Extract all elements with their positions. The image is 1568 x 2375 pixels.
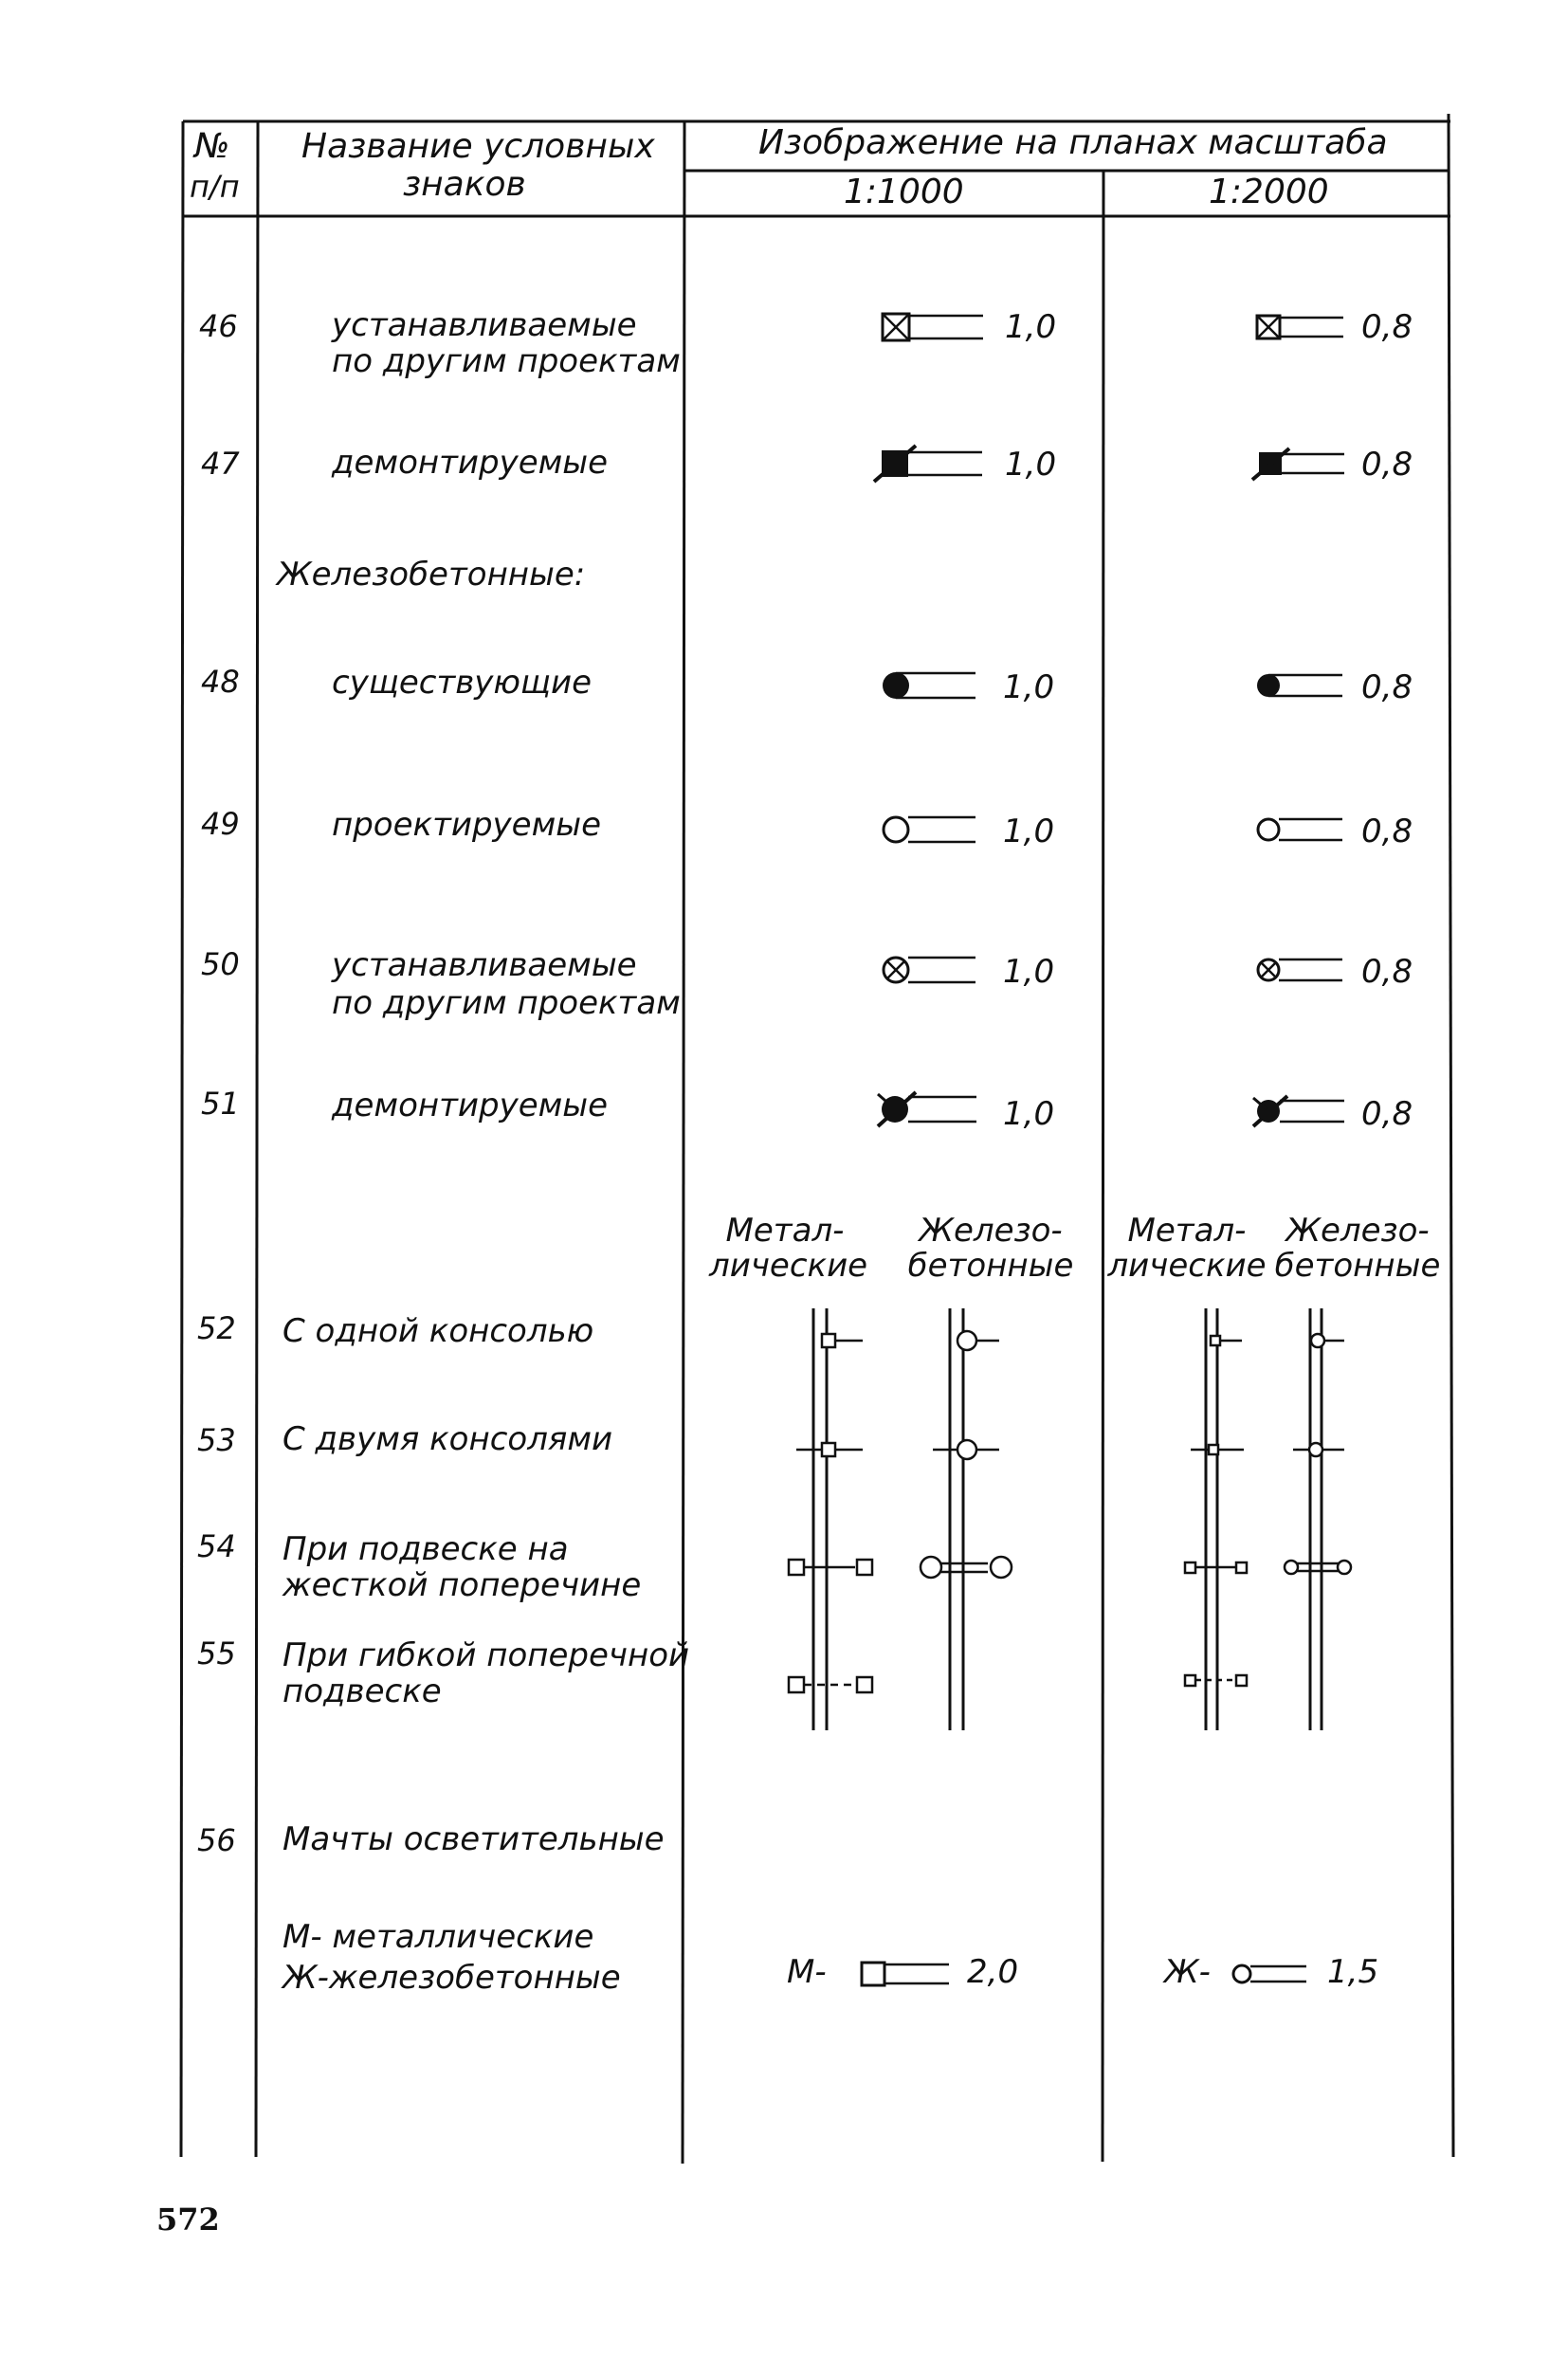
- header-scale-2000: 1:2000: [1209, 173, 1329, 211]
- row-name: существующие: [332, 664, 593, 702]
- row-num: 52: [197, 1310, 236, 1346]
- support-planned-icon: [1253, 814, 1348, 845]
- row-name-cont: по другим проектам: [332, 984, 681, 1022]
- mast-rc-icon: [1231, 1961, 1310, 1987]
- support-planned-other-icon: [877, 311, 991, 345]
- row-name: С двумя консолями: [283, 1420, 613, 1458]
- header-name-line1: Название условных: [301, 127, 655, 166]
- mast-prefix-1000: М-: [787, 1953, 827, 1991]
- row-num: 49: [201, 806, 240, 842]
- support-planned-other-icon: [1253, 955, 1348, 985]
- row-name: Мачты осветительные: [283, 1820, 665, 1858]
- support-dismantled-icon: [1249, 1092, 1350, 1130]
- row-name: демонтируемые: [332, 444, 609, 482]
- header-name-line2: знаков: [403, 165, 526, 204]
- row-name-cont: подвеске: [283, 1672, 442, 1710]
- page-number: 572: [156, 2201, 220, 2238]
- row-num: 51: [201, 1086, 240, 1122]
- value-1000: 1,0: [1005, 308, 1057, 346]
- support-existing-icon: [1253, 670, 1348, 701]
- support-planned-other-icon: [1253, 313, 1348, 343]
- row-name: С одной консолью: [283, 1312, 594, 1350]
- support-planned-icon: [877, 813, 991, 847]
- row-num: 53: [197, 1422, 236, 1458]
- value-1000: 1,0: [1003, 953, 1055, 991]
- support-dismantled-icon: [870, 444, 992, 485]
- row-name: устанавливаемые: [332, 306, 637, 344]
- mast-metal-icon: [858, 1959, 953, 1989]
- subheader-metal-1000: Метал- лические: [709, 1212, 868, 1286]
- row-num: 47: [201, 446, 240, 482]
- value-2000: 0,8: [1361, 1095, 1413, 1133]
- value-1000: 1,0: [1005, 446, 1057, 484]
- row-num: 50: [201, 946, 240, 982]
- row-name-cont: жесткой поперечине: [283, 1566, 642, 1604]
- row-name: проектируемые: [332, 806, 602, 844]
- subheader-metal-2000: Метал- лические: [1107, 1212, 1267, 1286]
- value-1000: 1,0: [1003, 1095, 1055, 1133]
- header-num-line1: №: [194, 127, 230, 166]
- subheader-rc-1000: Железо- бетонные: [907, 1212, 1074, 1286]
- row-name: При гибкой поперечной: [283, 1636, 690, 1674]
- catenary-supports-drawing: [684, 1299, 1449, 1735]
- row-num: 56: [197, 1822, 236, 1858]
- support-dismantled-icon: [1249, 446, 1350, 484]
- mast-value-1000: 2,0: [967, 1953, 1019, 1991]
- row-name: При подвеске на: [283, 1530, 569, 1568]
- support-planned-other-icon: [877, 953, 991, 987]
- masts-legend-metal: М- металлические: [283, 1918, 594, 1956]
- mast-value-2000: 1,5: [1327, 1953, 1379, 1991]
- value-2000: 0,8: [1361, 813, 1413, 850]
- row-num: 55: [197, 1635, 236, 1672]
- row-name: демонтируемые: [332, 1087, 609, 1124]
- subheader-rc-2000: Железо- бетонные: [1274, 1212, 1441, 1286]
- row-num: 54: [197, 1528, 236, 1564]
- value-1000: 1,0: [1003, 668, 1055, 706]
- row-num: 48: [201, 664, 240, 700]
- row-name: устанавливаемые: [332, 946, 637, 984]
- value-2000: 0,8: [1361, 953, 1413, 991]
- value-2000: 0,8: [1361, 668, 1413, 706]
- value-2000: 0,8: [1361, 308, 1413, 346]
- header-num-line2: п/п: [190, 169, 240, 205]
- value-1000: 1,0: [1003, 813, 1055, 850]
- header-image: Изображение на планах масштаба: [758, 123, 1388, 162]
- support-existing-icon: [877, 668, 991, 703]
- value-2000: 0,8: [1361, 446, 1413, 484]
- masts-legend-rc: Ж-железобетонные: [283, 1959, 621, 1997]
- section-title: Железобетонные:: [277, 556, 586, 594]
- support-dismantled-icon: [872, 1088, 992, 1130]
- row-name-cont: по другим проектам: [332, 342, 681, 380]
- row-num: 46: [199, 308, 238, 344]
- mast-prefix-2000: Ж-: [1164, 1953, 1211, 1991]
- header-scale-1000: 1:1000: [844, 173, 964, 211]
